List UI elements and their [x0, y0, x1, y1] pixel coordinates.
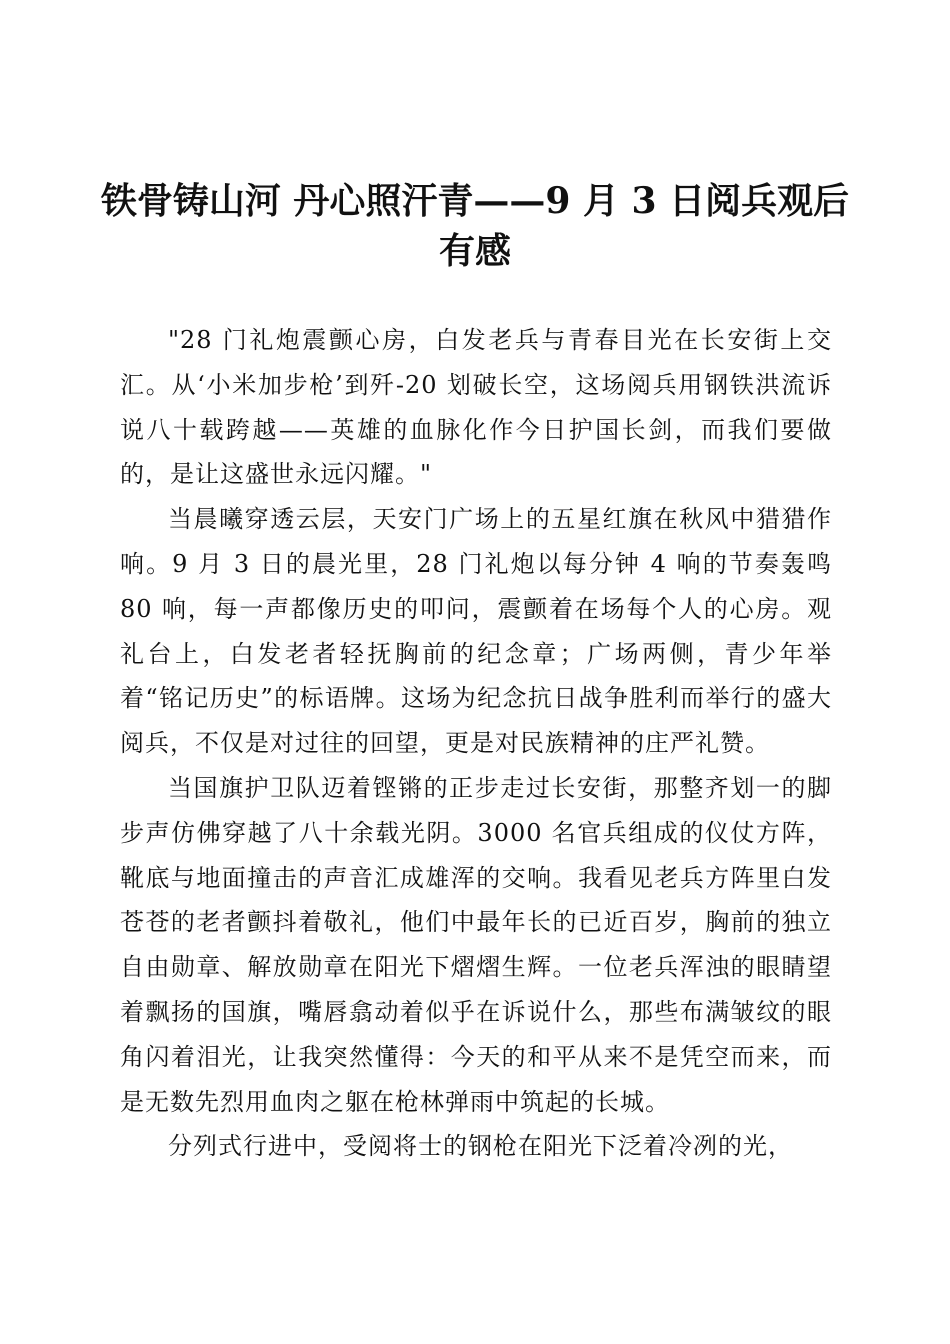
paragraph-honor-guard: 当国旗护卫队迈着铿锵的正步走过长安街，那整齐划一的脚步声仿佛穿越了八十余载光阴。3000 名官兵组成的仪仗方阵，靴底与地面撞击的声音汇成雄浑的交响。我看见老兵方阵里白发苍苍的老者颤抖着敬礼，他们中最年长的已近百岁，胸前的独立自由勋章、解放勋章在阳光下熠熠生辉。一位老兵浑浊的眼睛望着飘扬的国旗，嘴唇翕动着似乎在诉说什么，那些布满皱纹的眼角闪着泪光，让我突然懂得：今天的和平从来不是凭空而来，而是无数先烈用血肉之躯在枪林弹雨中筑起的长城。: [120, 773, 832, 1116]
document-body: [120, 318, 832, 1169]
document-title: 铁骨铸山河 丹心照汗青——9 月 3 日阅兵观后有感: [100, 180, 850, 272]
paragraph-morning: 当晨曦穿透云层，天安门广场上的五星红旗在秋风中猎猎作响。9 月 3 日的晨光里，28 门礼炮以每分钟 4 响的节奏轰鸣 80 响，每一声都像历史的叩问，震颤着在场每个人的心房。观礼台上，白发老者轻抚胸前的纪念章；广场两侧，青少年举着“铭记历史”的标语牌。这场为纪念抗日战争胜利而举行的盛大阅兵，不仅是对过往的回望，更是对民族精神的庄严礼赞。: [120, 505, 832, 758]
paragraph-quote: "28 门礼炮震颤心房，白发老兵与青春目光在长安街上交汇。从‘小米加步枪’到歼-20 划破长空，这场阅兵用钢铁洪流诉说八十载跨越——英雄的血脉化作今日护国长剑，而我们要做的，是让这盛世永远闪耀。": [120, 326, 832, 489]
paragraph-march: 分列式行进中，受阅将士的钢枪在阳光下泛着冷冽的光，: [168, 1132, 793, 1161]
